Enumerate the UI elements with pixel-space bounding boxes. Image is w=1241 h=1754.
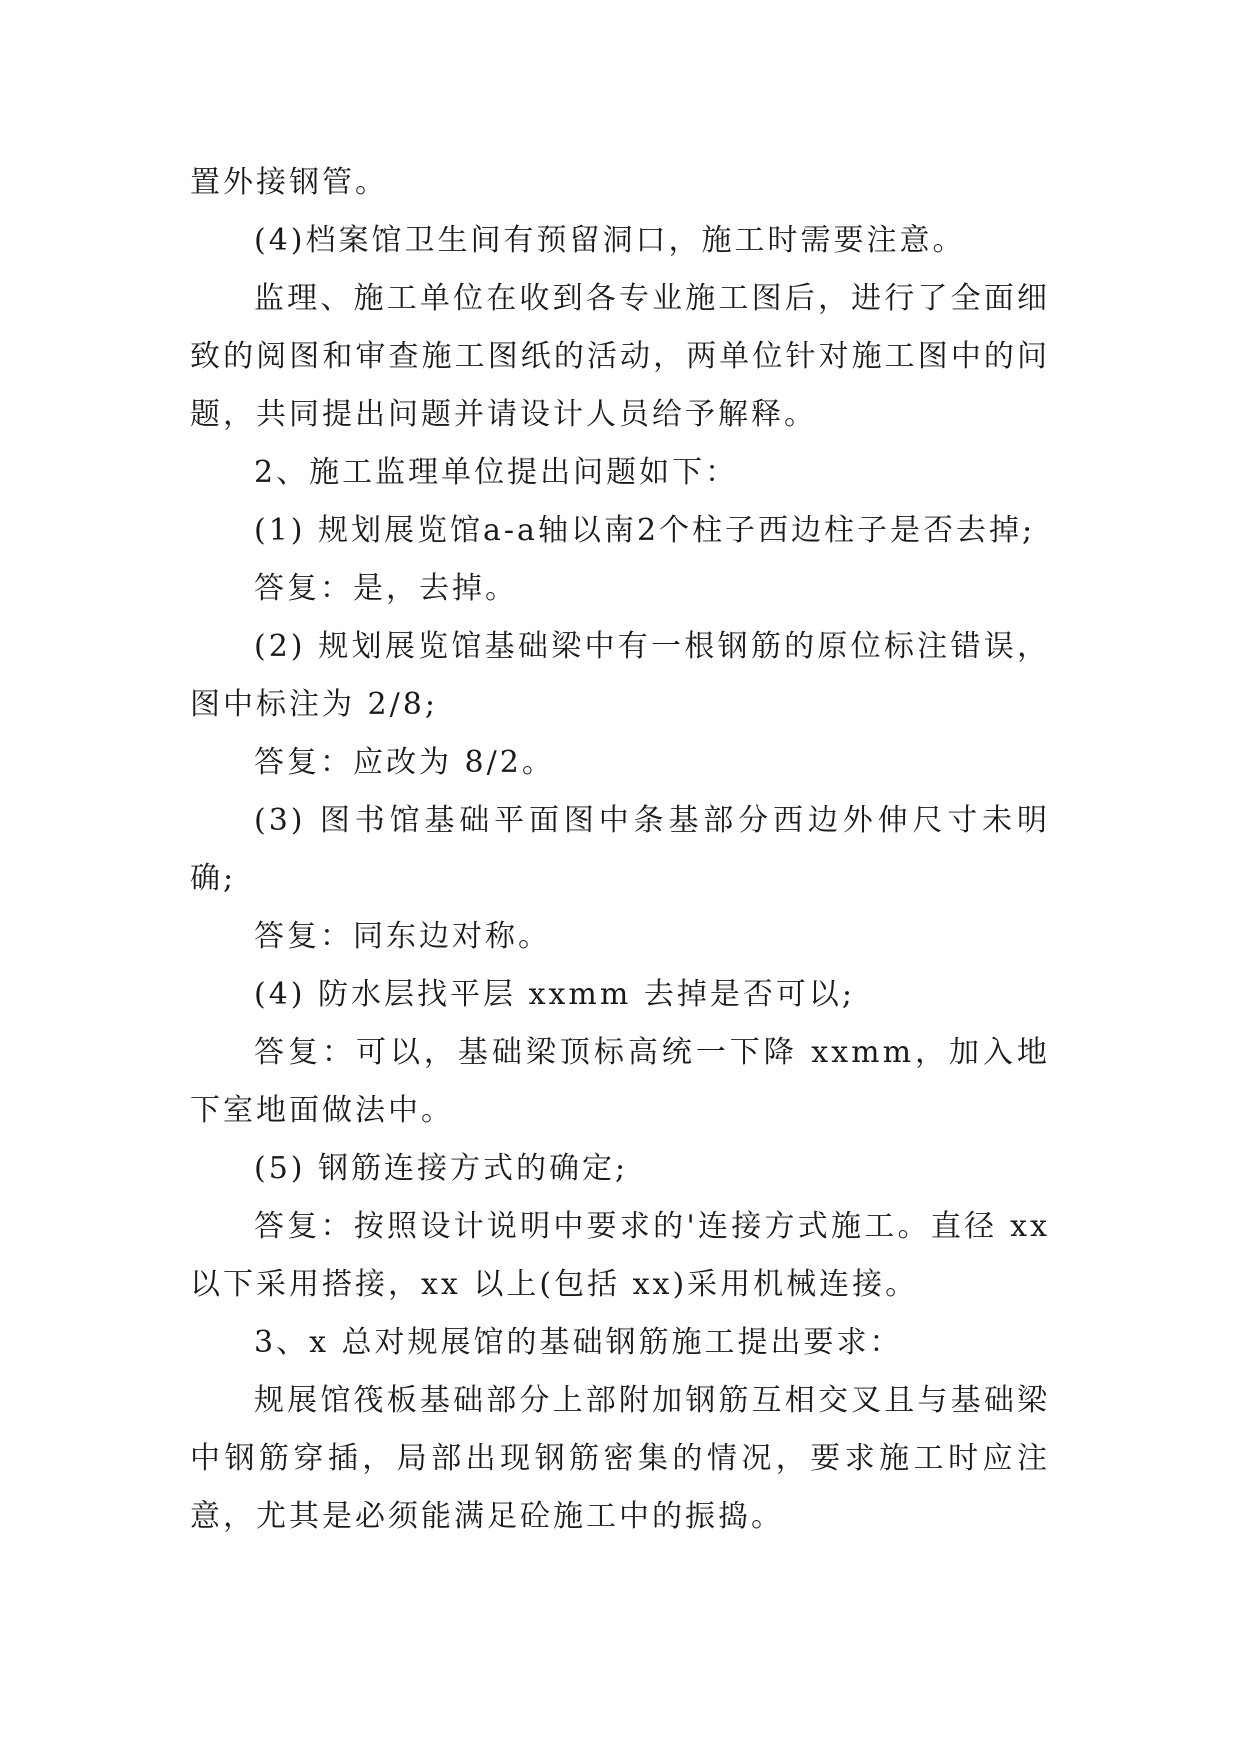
paragraph: 规展馆筏板基础部分上部附加钢筋互相交叉且与基础梁中钢筋穿插，局部出现钢筋密集的情况，要求施工时应注意，尤其是必须能满足砼施工中的振捣。 <box>190 1383 1050 1534</box>
paragraph: 3、x 总对规展馆的基础钢筋施工提出要求： <box>254 1325 903 1360</box>
paragraph: 答复：是，去掉。 <box>254 571 518 606</box>
document-body <box>190 154 1050 1546</box>
paragraph: (1) 规划展览馆a-a轴以南2个柱子西边柱子是否去掉; <box>254 513 1036 548</box>
paragraph: 答复：可以，基础梁顶标高统一下降 xxmm，加入地下室地面做法中。 <box>190 1035 1050 1128</box>
paragraph: 答复：按照设计说明中要求的'连接方式施工。直径 xx 以下采用搭接，xx 以上(包括 xx)采用机械连接。 <box>190 1209 1050 1302</box>
paragraph: 答复：应改为 8/2。 <box>254 745 555 780</box>
paragraph: 答复：同东边对称。 <box>254 919 551 954</box>
paragraph: 置外接钢管。 <box>190 165 388 200</box>
paragraph: (4) 防水层找平层 xxmm 去掉是否可以; <box>254 977 855 1012</box>
paragraph: (2) 规划展览馆基础梁中有一根钢筋的原位标注错误，图中标注为 2/8; <box>190 629 1050 722</box>
paragraph: 2、施工监理单位提出问题如下： <box>254 455 739 490</box>
paragraph: (5) 钢筋连接方式的确定; <box>254 1151 629 1186</box>
paragraph: 监理、施工单位在收到各专业施工图后，进行了全面细致的阅图和审查施工图纸的活动，两单位针对施工图中的问题，共同提出问题并请设计人员给予解释。 <box>190 281 1050 432</box>
paragraph: (4)档案馆卫生间有预留洞口，施工时需要注意。 <box>254 223 966 258</box>
paragraph: (3) 图书馆基础平面图中条基部分西边外伸尺寸未明确; <box>190 803 1050 896</box>
